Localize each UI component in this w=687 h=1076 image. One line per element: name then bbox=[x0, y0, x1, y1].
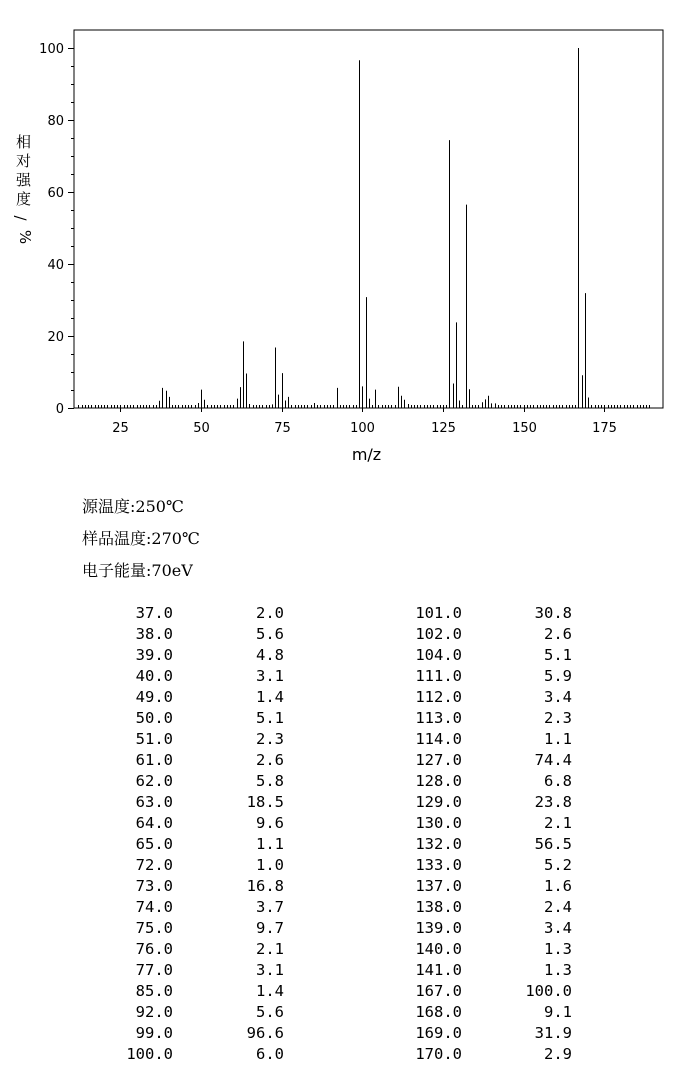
x-axis-label: m/z bbox=[351, 445, 382, 464]
peak-intensity-cell: 23.8 bbox=[534, 793, 572, 811]
peak-mz-cell: 40.0 bbox=[135, 667, 173, 685]
peak-mz-cell: 133.0 bbox=[415, 856, 462, 874]
peak-mz-cell: 99.0 bbox=[135, 1024, 173, 1042]
y-axis-label-char: / bbox=[11, 215, 30, 221]
peak-mz-cell: 39.0 bbox=[135, 646, 173, 664]
peak-intensity-cell: 1.1 bbox=[256, 835, 284, 853]
x-tick-label: 125 bbox=[431, 421, 456, 436]
y-tick-label: 20 bbox=[47, 330, 64, 345]
x-tick-label: 100 bbox=[350, 421, 375, 436]
x-tick-label: 175 bbox=[592, 421, 617, 436]
peak-mz-cell: 139.0 bbox=[415, 919, 462, 937]
peak-intensity-cell: 2.6 bbox=[544, 625, 572, 643]
peak-mz-cell: 132.0 bbox=[415, 835, 462, 853]
peak-intensity-cell: 31.9 bbox=[534, 1024, 572, 1042]
y-tick-label: 60 bbox=[47, 186, 64, 201]
peak-mz-cell: 113.0 bbox=[415, 709, 462, 727]
peak-intensity-cell: 5.1 bbox=[544, 646, 572, 664]
peak-mz-cell: 73.0 bbox=[135, 877, 173, 895]
peak-mz-cell: 74.0 bbox=[135, 898, 173, 916]
peak-mz-cell: 114.0 bbox=[415, 730, 462, 748]
peak-intensity-cell: 1.0 bbox=[256, 856, 284, 874]
peak-intensity-cell: 100.0 bbox=[525, 982, 572, 1000]
peak-mz-cell: 76.0 bbox=[135, 940, 173, 958]
peak-mz-cell: 38.0 bbox=[135, 625, 173, 643]
plot-frame bbox=[74, 30, 663, 408]
y-axis-label-char: 强 bbox=[16, 171, 32, 189]
peak-mz-cell: 61.0 bbox=[135, 751, 173, 769]
peak-intensity-cell: 1.4 bbox=[256, 688, 284, 706]
peak-intensity-cell: 2.3 bbox=[544, 709, 572, 727]
peak-mz-cell: 104.0 bbox=[415, 646, 462, 664]
peak-intensity-cell: 5.6 bbox=[256, 625, 284, 643]
peak-intensity-cell: 3.4 bbox=[544, 688, 572, 706]
peak-intensity-cell: 3.1 bbox=[256, 961, 284, 979]
y-tick-label: 40 bbox=[47, 258, 64, 273]
peak-intensity-cell: 96.6 bbox=[246, 1024, 284, 1042]
peak-mz-cell: 65.0 bbox=[135, 835, 173, 853]
x-tick-label: 25 bbox=[112, 421, 129, 436]
peak-intensity-cell: 3.1 bbox=[256, 667, 284, 685]
peak-intensity-cell: 1.3 bbox=[544, 940, 572, 958]
peak-mz-cell: 51.0 bbox=[135, 730, 173, 748]
peak-intensity-cell: 9.6 bbox=[256, 814, 284, 832]
peak-mz-cell: 137.0 bbox=[415, 877, 462, 895]
peak-intensity-cell: 30.8 bbox=[534, 604, 572, 622]
peak-intensity-cell: 5.6 bbox=[256, 1003, 284, 1021]
peak-mz-cell: 64.0 bbox=[135, 814, 173, 832]
peak-intensity-cell: 2.0 bbox=[256, 604, 284, 622]
peak-mz-cell: 127.0 bbox=[415, 751, 462, 769]
peak-intensity-cell: 1.4 bbox=[256, 982, 284, 1000]
source-temperature: 源温度:250℃ bbox=[82, 497, 184, 516]
peak-intensity-cell: 5.1 bbox=[256, 709, 284, 727]
peak-intensity-cell: 2.1 bbox=[544, 814, 572, 832]
y-tick-label: 80 bbox=[47, 114, 64, 129]
y-axis-label-char: 对 bbox=[16, 152, 32, 170]
peak-intensity-cell: 2.9 bbox=[544, 1045, 572, 1063]
peak-mz-cell: 102.0 bbox=[415, 625, 462, 643]
peak-intensity-cell: 5.2 bbox=[544, 856, 572, 874]
peak-intensity-cell: 1.6 bbox=[544, 877, 572, 895]
peak-mz-cell: 49.0 bbox=[135, 688, 173, 706]
peak-mz-cell: 138.0 bbox=[415, 898, 462, 916]
x-tick-label: 150 bbox=[512, 421, 537, 436]
peak-intensity-cell: 2.6 bbox=[256, 751, 284, 769]
peak-intensity-cell: 56.5 bbox=[534, 835, 572, 853]
peak-mz-cell: 100.0 bbox=[126, 1045, 173, 1063]
y-axis-label-char: % bbox=[16, 229, 35, 245]
peak-mz-cell: 167.0 bbox=[415, 982, 462, 1000]
peak-mz-cell: 75.0 bbox=[135, 919, 173, 937]
peak-mz-cell: 168.0 bbox=[415, 1003, 462, 1021]
peak-mz-cell: 37.0 bbox=[135, 604, 173, 622]
peak-mz-cell: 169.0 bbox=[415, 1024, 462, 1042]
y-tick-label: 100 bbox=[39, 42, 64, 57]
peak-intensity-cell: 2.1 bbox=[256, 940, 284, 958]
peak-mz-cell: 112.0 bbox=[415, 688, 462, 706]
peak-mz-cell: 170.0 bbox=[415, 1045, 462, 1063]
sample-temperature: 样品温度:270℃ bbox=[82, 529, 200, 548]
peak-intensity-cell: 6.0 bbox=[256, 1045, 284, 1063]
peak-intensity-cell: 4.8 bbox=[256, 646, 284, 664]
peak-mz-cell: 63.0 bbox=[135, 793, 173, 811]
peak-mz-cell: 141.0 bbox=[415, 961, 462, 979]
peak-mz-cell: 140.0 bbox=[415, 940, 462, 958]
y-tick-label: 0 bbox=[55, 402, 64, 417]
peak-intensity-cell: 1.1 bbox=[544, 730, 572, 748]
mass-spectrum-chart bbox=[0, 0, 687, 470]
peak-mz-cell: 130.0 bbox=[415, 814, 462, 832]
peak-mz-cell: 85.0 bbox=[135, 982, 173, 1000]
peak-intensity-cell: 5.8 bbox=[256, 772, 284, 790]
peak-intensity-cell: 2.3 bbox=[256, 730, 284, 748]
peak-mz-cell: 72.0 bbox=[135, 856, 173, 874]
peak-intensity-cell: 16.8 bbox=[246, 877, 284, 895]
y-axis-label-char: 相 bbox=[16, 133, 32, 151]
peak-mz-cell: 77.0 bbox=[135, 961, 173, 979]
peak-mz-cell: 92.0 bbox=[135, 1003, 173, 1021]
x-tick-label: 75 bbox=[274, 421, 291, 436]
peak-intensity-cell: 3.7 bbox=[256, 898, 284, 916]
peak-intensity-cell: 1.3 bbox=[544, 961, 572, 979]
peak-intensity-cell: 9.7 bbox=[256, 919, 284, 937]
peak-intensity-cell: 9.1 bbox=[544, 1003, 572, 1021]
peak-intensity-cell: 5.9 bbox=[544, 667, 572, 685]
peak-mz-cell: 101.0 bbox=[415, 604, 462, 622]
peak-intensity-cell: 3.4 bbox=[544, 919, 572, 937]
peak-intensity-cell: 74.4 bbox=[534, 751, 572, 769]
peak-intensity-cell: 6.8 bbox=[544, 772, 572, 790]
peak-mz-cell: 111.0 bbox=[415, 667, 462, 685]
peak-intensity-cell: 18.5 bbox=[246, 793, 284, 811]
y-axis-label-char: 度 bbox=[16, 190, 32, 208]
peak-intensity-cell: 2.4 bbox=[544, 898, 572, 916]
electron-energy: 电子能量:70eV bbox=[82, 561, 193, 580]
peak-mz-cell: 50.0 bbox=[135, 709, 173, 727]
peak-mz-cell: 128.0 bbox=[415, 772, 462, 790]
x-tick-label: 50 bbox=[193, 421, 210, 436]
peak-mz-cell: 129.0 bbox=[415, 793, 462, 811]
peak-mz-cell: 62.0 bbox=[135, 772, 173, 790]
